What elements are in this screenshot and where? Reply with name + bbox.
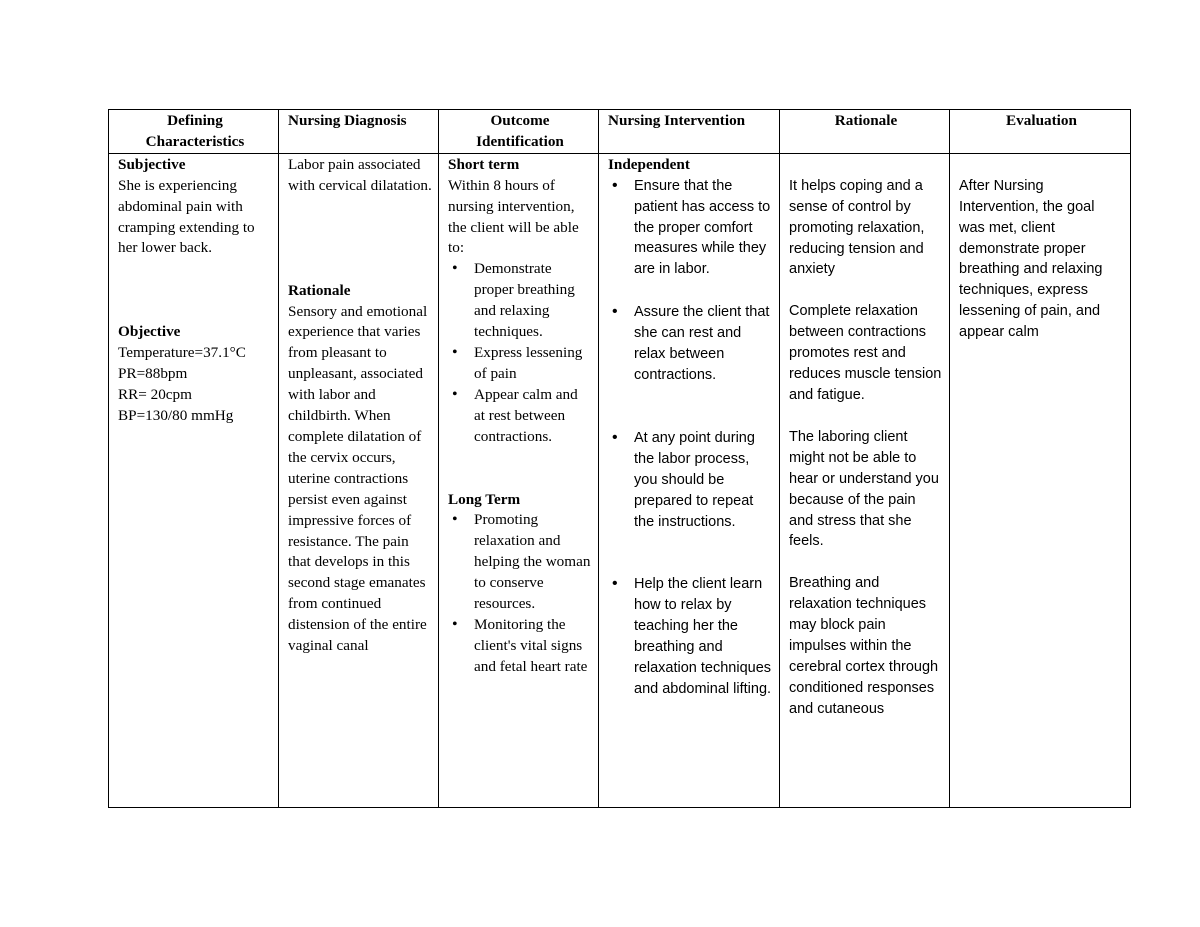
diagnosis-rationale-label: Rationale — [288, 281, 351, 299]
short-term-label: Short term — [448, 155, 520, 173]
rationale-item: Breathing and relaxation techniques may block pain impulses within the cerebral cortex through conditioned responses and cutaneous — [789, 575, 939, 717]
header-nursing-intervention: Nursing Intervention — [599, 110, 780, 154]
header-row — [109, 110, 1131, 154]
short-term-intro: Within 8 hours of nursing intervention, the client will be able to: — [448, 176, 579, 257]
rationale-item: Complete relaxation between contractions promotes rest and reduces muscle tension and fatigue. — [789, 303, 942, 403]
subjective-label: Subjective — [118, 155, 186, 173]
cell-nursing-diagnosis — [279, 153, 439, 807]
header-outcome-identification: Outcome Identification — [439, 110, 599, 154]
vital-respiratory-rate: RR= 20cpm — [118, 386, 192, 404]
intervention-list — [608, 176, 773, 700]
rationale-item: The laboring client might not be able to hear or understand you because of the pain and stress that she feels. — [789, 428, 939, 550]
cell-defining-characteristics — [109, 153, 279, 807]
independent-label: Independent — [608, 155, 690, 173]
intervention-item: • Assure the client that she can rest and relax between contractions. — [634, 302, 773, 386]
header-nursing-diagnosis: Nursing Diagnosis — [279, 110, 439, 154]
long-term-goal: • Promoting relaxation and helping the woman to conserve resources. — [474, 510, 592, 615]
long-term-goals-list — [448, 510, 592, 677]
cell-evaluation — [950, 153, 1131, 807]
short-term-goal: • Demonstrate proper breathing and relaxing techniques. — [474, 259, 592, 343]
header-defining-characteristics: Defining Characteristics — [109, 110, 279, 154]
intervention-item: • At any point during the labor process, you should be prepared to repeat the instructions. — [634, 428, 773, 533]
intervention-item: • Help the client learn how to relax by teaching her the breathing and relaxation techniques and abdominal lifting. — [634, 574, 773, 699]
cell-rationale — [780, 153, 950, 807]
subjective-text: She is experiencing abdominal pain with cramping extending to her lower back. — [118, 176, 255, 257]
vital-blood-pressure: BP=130/80 mmHg — [118, 406, 234, 424]
long-term-goal: • Monitoring the client's vital signs and fetal heart rate — [474, 615, 592, 678]
cell-nursing-intervention — [599, 153, 780, 807]
rationale-item: It helps coping and a sense of control by promoting relaxation, reducing tension and anxiety — [789, 177, 925, 278]
diagnosis-rationale-text: Sensory and emotional experience that varies from pleasant to unpleasant, associated with labor and childbirth. When complete dilatation of the cervix occurs, uterine contractions persist even against impressive forces of resistance. The pain that develops in this second stage emanates from continued distension of the entire vaginal canal — [288, 302, 428, 655]
objective-label: Objective — [118, 323, 181, 341]
vital-temperature: Temperature=37.1°C — [118, 344, 246, 362]
nursing-care-plan-table — [108, 109, 1131, 808]
evaluation-text: After Nursing Intervention, the goal was met, client demonstrate proper breathing and relaxing techniques, express lessening of pain, and appear calm — [959, 177, 1103, 341]
short-term-goal: • Express lessening of pain — [474, 343, 592, 385]
intervention-item: • Ensure that the patient has access to the proper comfort measures while they are in labor. — [634, 176, 773, 281]
cell-outcome-identification — [439, 153, 599, 807]
diagnosis-text: Labor pain associated with cervical dilatation. — [288, 155, 432, 194]
vital-pulse-rate: PR=88bpm — [118, 365, 188, 383]
header-evaluation: Evaluation — [950, 110, 1131, 154]
short-term-goals-list — [448, 259, 592, 447]
header-rationale: Rationale — [780, 110, 950, 154]
short-term-goal: • Appear calm and at rest between contractions. — [474, 385, 592, 448]
content-row — [109, 153, 1131, 807]
long-term-label: Long Term — [448, 490, 521, 508]
